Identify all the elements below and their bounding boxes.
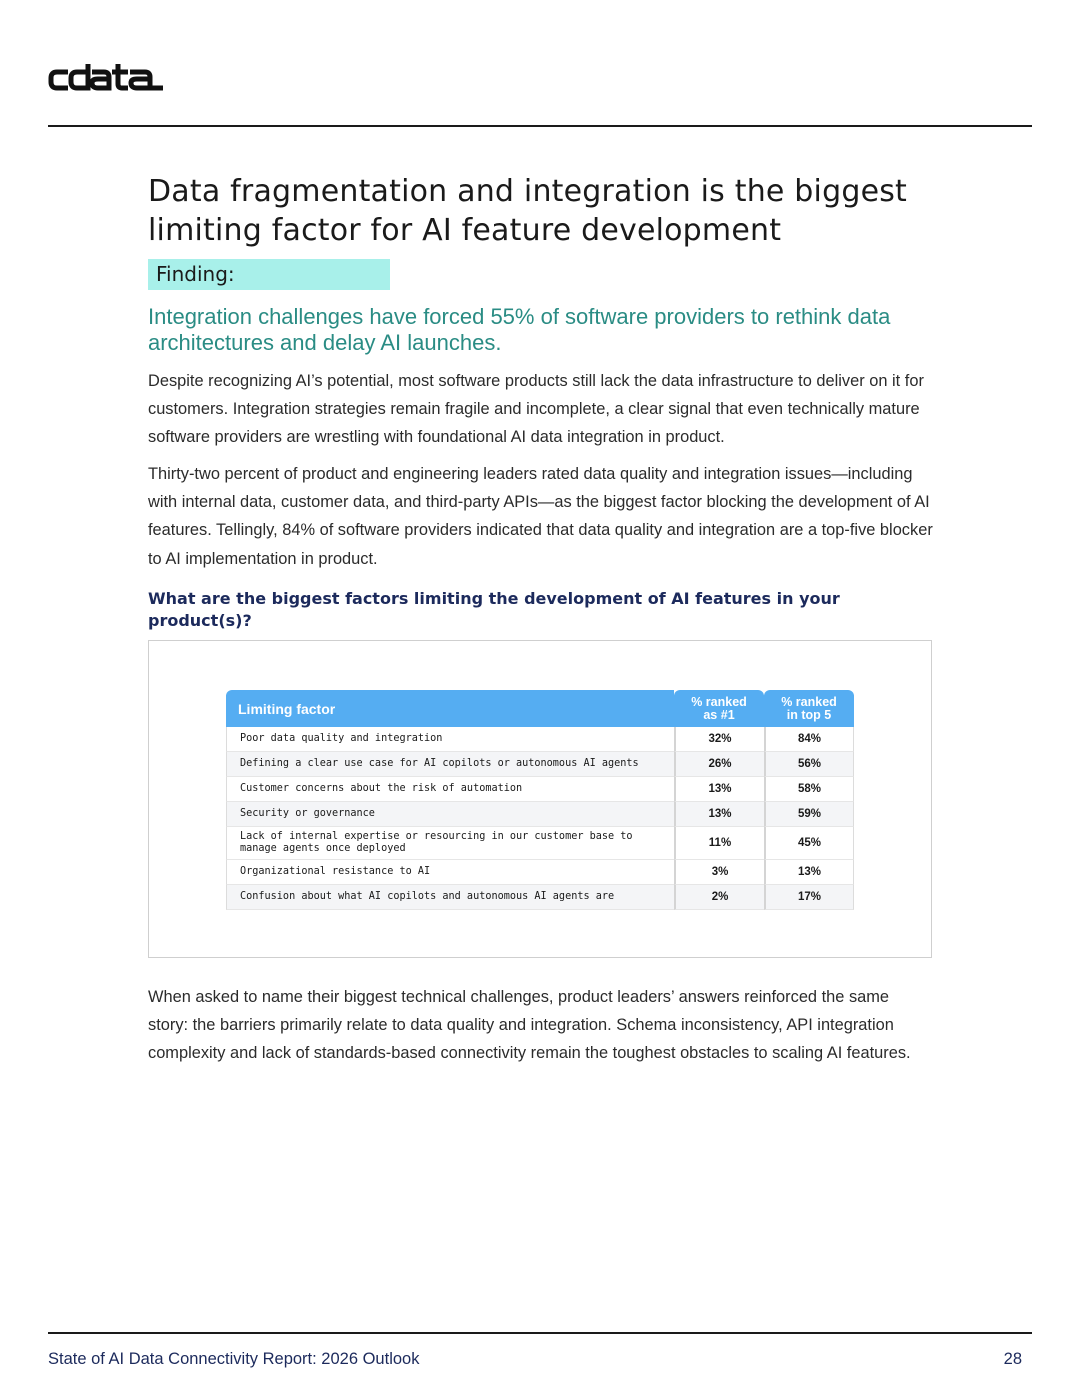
limiting-factors-table bbox=[226, 690, 854, 910]
top-five-cell: 56% bbox=[764, 752, 854, 777]
table-row bbox=[226, 777, 854, 802]
ranked-first-cell: 3% bbox=[674, 860, 764, 885]
top-five-cell: 45% bbox=[764, 827, 854, 860]
ranked-first-cell: 32% bbox=[674, 727, 764, 752]
ranked-first-cell: 13% bbox=[674, 802, 764, 827]
factor-cell: Defining a clear use case for AI copilots or autonomous AI agents bbox=[226, 752, 674, 777]
ranked-first-cell: 11% bbox=[674, 827, 764, 860]
ranked-first-cell: 2% bbox=[674, 885, 764, 910]
page-title: Data fragmentation and integration is the biggest limiting factor for AI feature development bbox=[148, 174, 908, 248]
ranked-first-cell: 13% bbox=[674, 777, 764, 802]
table-header-row bbox=[226, 690, 854, 727]
factor-cell: Confusion about what AI copilots and autonomous AI agents are bbox=[226, 885, 674, 910]
factor-cell: Security or governance bbox=[226, 802, 674, 827]
header-limiting-factor: Limiting factor bbox=[226, 690, 674, 727]
table-row bbox=[226, 885, 854, 910]
factor-cell: Lack of internal expertise or resourcing in our customer base to manage agents once deployed bbox=[226, 827, 674, 860]
header-ranked-first-line1: % ranked bbox=[691, 694, 747, 709]
table-row bbox=[226, 752, 854, 777]
header-top-five-line2: in top 5 bbox=[786, 707, 832, 722]
survey-question: What are the biggest factors limiting the development of AI features in your product(s)? bbox=[148, 589, 840, 630]
footer-report-title: State of AI Data Connectivity Report: 2026 Outlook bbox=[48, 1350, 420, 1368]
table-row bbox=[226, 727, 854, 752]
table-row bbox=[226, 827, 854, 860]
top-five-cell: 17% bbox=[764, 885, 854, 910]
page-number: 28 bbox=[1003, 1350, 1022, 1368]
header-ranked-first-line2: as #1 bbox=[703, 707, 735, 722]
factor-cell: Customer concerns about the risk of automation bbox=[226, 777, 674, 802]
cdata-logo bbox=[48, 60, 166, 100]
header-divider bbox=[48, 125, 1032, 127]
header-top-five-line1: % ranked bbox=[781, 694, 837, 709]
body-paragraph-1: Despite recognizing AI’s potential, most software products still lack the data infrastructure to deliver on it for customers. Integration strategies remain fragile and incomplete, a clear signal that even technically mature software providers are wrestling with foundational AI data integration in product. bbox=[148, 372, 924, 447]
header-top-five bbox=[764, 690, 854, 727]
factor-cell: Organizational resistance to AI bbox=[226, 860, 674, 885]
header-ranked-first bbox=[674, 690, 764, 727]
top-five-cell: 84% bbox=[764, 727, 854, 752]
body-paragraph-3: When asked to name their biggest technical challenges, product leaders’ answers reinforced the same story: the barriers primarily relate to data quality and integration. Schema inconsistency, API integration complexity and lack of standards-based connectivity remain the toughest obstacles to scaling AI features. bbox=[148, 988, 911, 1063]
table-row bbox=[226, 802, 854, 827]
footer-divider bbox=[48, 1332, 1032, 1334]
table-row bbox=[226, 860, 854, 885]
body-paragraph-2: Thirty-two percent of product and engineering leaders rated data quality and integration issues—including with internal data, customer data, and third-party APIs—as the biggest factor blocking the development of AI features. Tellingly, 84% of software providers indicated that data quality and integration are a top-five blocker to AI implementation in product. bbox=[148, 465, 933, 568]
finding-label: Finding: bbox=[148, 259, 390, 290]
top-five-cell: 13% bbox=[764, 860, 854, 885]
top-five-cell: 58% bbox=[764, 777, 854, 802]
factor-cell: Poor data quality and integration bbox=[226, 727, 674, 752]
finding-text: Integration challenges have forced 55% of software providers to rethink data architectures and delay AI launches. bbox=[148, 304, 891, 355]
ranked-first-cell: 26% bbox=[674, 752, 764, 777]
top-five-cell: 59% bbox=[764, 802, 854, 827]
